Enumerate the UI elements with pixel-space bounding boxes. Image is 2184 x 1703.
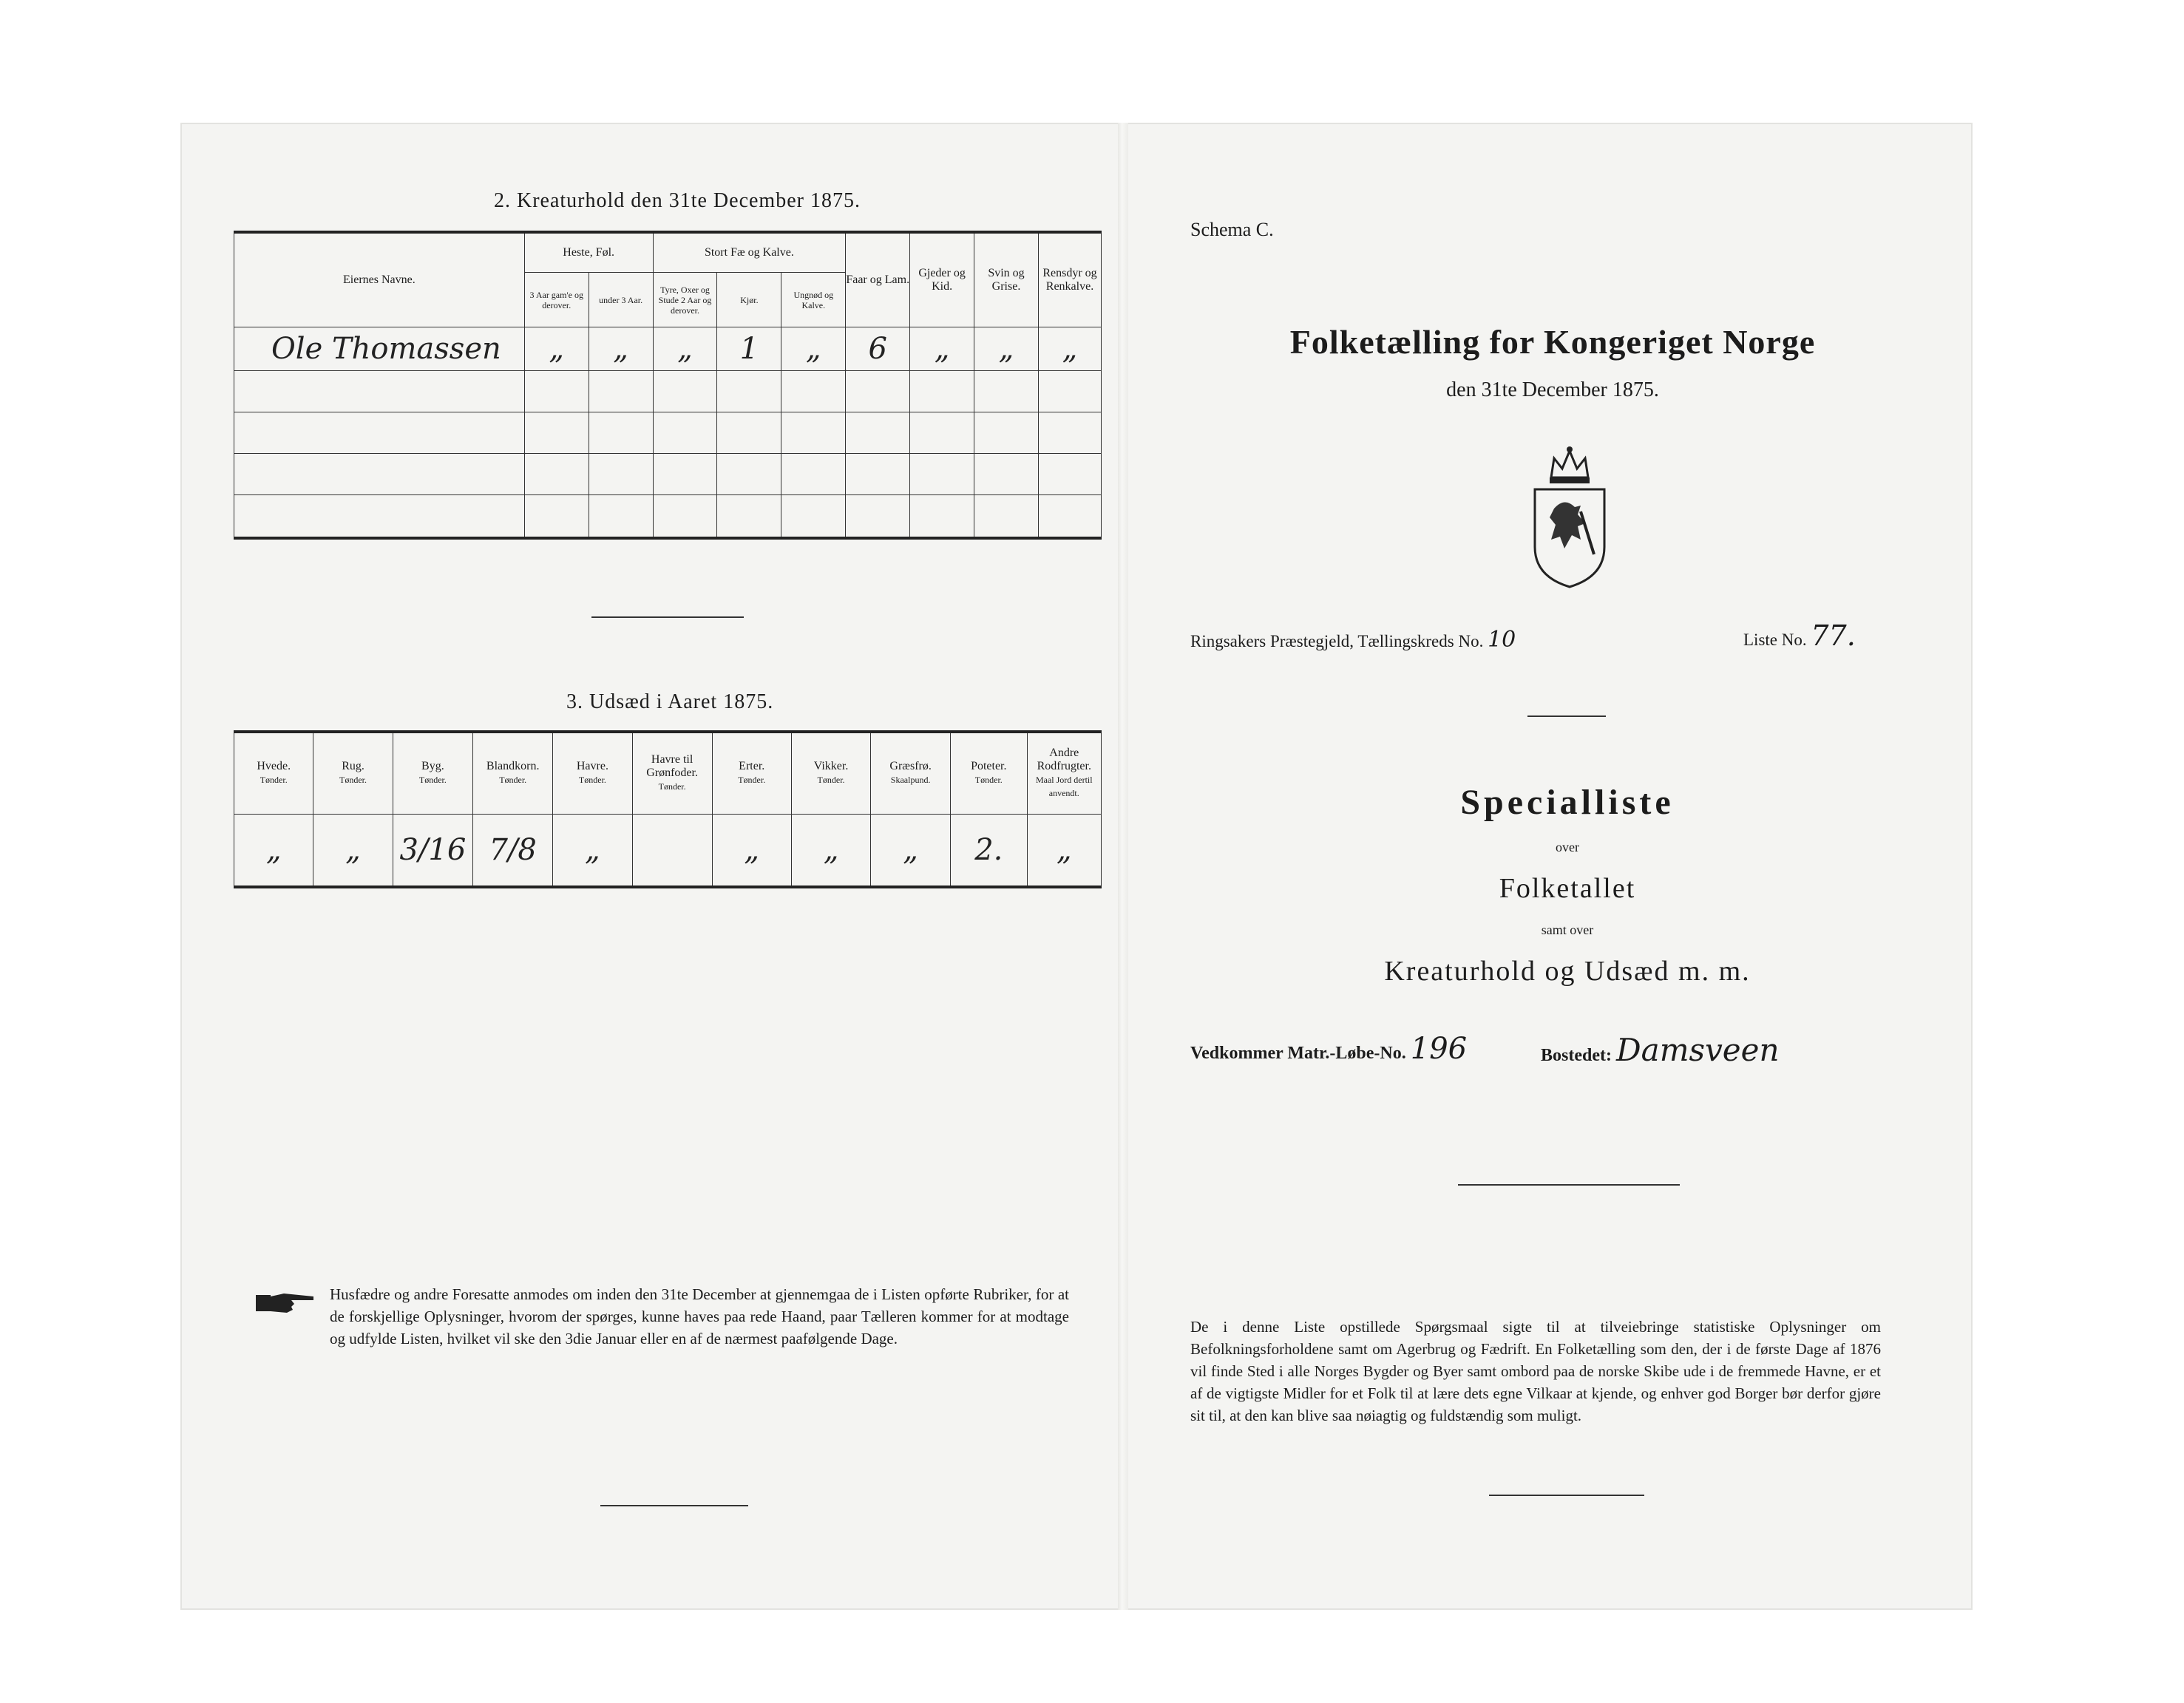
list-number-line bbox=[1743, 619, 1856, 652]
kreaturhold-udsaed-text: Kreaturhold og Udsæd m. m. bbox=[1384, 956, 1751, 987]
col-vikker: Vikker. Tønder. bbox=[791, 732, 870, 814]
col-heste-under3: under 3 Aar. bbox=[589, 272, 653, 327]
samt-over-text: samt over bbox=[1541, 922, 1594, 937]
col-havre: Havre. Tønder. bbox=[553, 732, 632, 814]
col-group-heste: Heste, Føl. bbox=[524, 232, 653, 272]
col-heste-3aar: 3 Aar gam'e og derover. bbox=[524, 272, 589, 327]
specialliste-title: Specialliste bbox=[1460, 783, 1675, 822]
col-faar: Faar og Lam. bbox=[846, 232, 910, 327]
col-hvede: Hvede. Tønder. bbox=[234, 732, 313, 814]
cell-value: „ bbox=[524, 327, 589, 370]
col-graesfro: Græsfrø. Skaalpund. bbox=[871, 732, 951, 814]
cell-value: 7/8 bbox=[473, 814, 553, 887]
col-rug: Rug. Tønder. bbox=[313, 732, 393, 814]
udsaed-table bbox=[234, 730, 1102, 888]
col-ungnod: Ungnød og Kalve. bbox=[781, 272, 846, 327]
explanatory-note: De i denne Liste opstillede Spørgsmaal sigte til at tilveiebringe statistiske Oplysninger om Befolkningsforholdene samt om Agerbrug og Fædrift. En Folketælling som den, der i de første Dage af 1876 vil finde Sted i alle Norges Bygder og Byer samt ombord paa de norske Skibe ude i de fremmede Havne, er et af de vigtigste Midler for et Folk til at lære dets egne Vilkaar at kjende, og enhver god Borger bør derfor gjøre sit til, at den kan blive saa nøiagtig og fuldstændig som muligt. bbox=[1190, 1318, 1881, 1424]
col-poteter: Poteter. Tønder. bbox=[950, 732, 1027, 814]
table-row bbox=[234, 327, 1102, 370]
cell-value: „ bbox=[781, 327, 846, 370]
norway-coat-of-arms-icon bbox=[1529, 443, 1610, 588]
col-svin: Svin og Grise. bbox=[974, 232, 1039, 327]
page-title: Folketælling for Kongeriget Norge bbox=[1289, 323, 1816, 361]
bosted-label: Bostedet: bbox=[1541, 1046, 1612, 1065]
col-group-stort-fae: Stort Fæ og Kalve. bbox=[653, 232, 846, 272]
cell-value: 6 bbox=[846, 327, 910, 370]
cell-value: „ bbox=[1027, 814, 1101, 887]
matrikkel-number: 196 bbox=[1410, 1032, 1468, 1066]
list-label: Liste No. bbox=[1743, 630, 1807, 649]
cell-value: „ bbox=[313, 814, 393, 887]
owner-name: Ole Thomassen bbox=[234, 327, 525, 370]
divider-rule bbox=[1458, 1184, 1680, 1186]
col-gjeder: Gjeder og Kid. bbox=[910, 232, 974, 327]
col-tyre: Tyre, Oxer og Stude 2 Aar og derover. bbox=[653, 272, 717, 327]
cell-value: „ bbox=[1038, 327, 1101, 370]
cell-value bbox=[632, 814, 712, 887]
col-byg: Byg. Tønder. bbox=[393, 732, 473, 814]
udsaed-title: 3. Udsæd i Aaret 1875. bbox=[566, 690, 774, 713]
cell-value: „ bbox=[791, 814, 870, 887]
col-rensdyr: Rensdyr og Renkalve. bbox=[1038, 232, 1101, 327]
pointing-hand-icon bbox=[254, 1288, 316, 1317]
parish-line bbox=[1190, 627, 1516, 653]
table-row-empty bbox=[234, 370, 1102, 412]
folketallet-text: Folketallet bbox=[1499, 873, 1636, 904]
bosted-name: Damsveen bbox=[1615, 1032, 1780, 1068]
census-date: den 31te December 1875. bbox=[1446, 378, 1659, 401]
col-erter: Erter. Tønder. bbox=[712, 732, 791, 814]
kreaturhold-table bbox=[234, 231, 1102, 540]
notice-text: Husfædre og andre Foresatte anmodes om inden den 31te December at gjennemgaa de i Listen opførte Rubriker, for at de forskjellige Oplysninger, hvorom der spørges, kunne haves paa rede Haand, paar Tælleren kommer for at modtage og udfylde Listen, hvilket vil ske den 3die Januar eller en af de nærmest paafølgende Dage. bbox=[330, 1285, 1069, 1347]
bosted-line bbox=[1541, 1032, 1780, 1068]
list-number: 77. bbox=[1811, 619, 1856, 652]
table-row-empty bbox=[234, 412, 1102, 453]
matrikkel-label: Vedkommer Matr.-Løbe-No. bbox=[1190, 1044, 1406, 1063]
divider-rule bbox=[1527, 715, 1606, 717]
cell-value: 3/16 bbox=[393, 814, 473, 887]
cell-value: „ bbox=[234, 814, 313, 887]
table-row-empty bbox=[234, 495, 1102, 538]
table-row-empty bbox=[234, 454, 1102, 495]
col-andre-rodfrugter: Andre Rodfrugter. Maal Jord dertil anvendt. bbox=[1027, 732, 1101, 814]
kreaturhold-title: 2. Kreaturhold den 31te December 1875. bbox=[494, 189, 861, 212]
table-row bbox=[234, 814, 1102, 887]
divider-rule bbox=[1489, 1495, 1644, 1496]
col-kjor: Kjør. bbox=[717, 272, 781, 327]
col-havre-gronfoder: Havre til Grønfoder. Tønder. bbox=[632, 732, 712, 814]
cell-value: 1 bbox=[717, 327, 781, 370]
cell-value: „ bbox=[653, 327, 717, 370]
cell-value: „ bbox=[712, 814, 791, 887]
divider-rule bbox=[591, 616, 744, 618]
district-number: 10 bbox=[1488, 627, 1516, 653]
owner-header: Eiernes Navne. bbox=[234, 232, 525, 327]
schema-label: Schema C. bbox=[1190, 219, 1274, 240]
cell-value: „ bbox=[589, 327, 653, 370]
cell-value: „ bbox=[871, 814, 951, 887]
district-label: Tællingskreds No. bbox=[1357, 632, 1484, 650]
cell-value: „ bbox=[553, 814, 632, 887]
over-text: over bbox=[1556, 840, 1579, 854]
cell-value: „ bbox=[910, 327, 974, 370]
col-blandkorn: Blandkorn. Tønder. bbox=[473, 732, 553, 814]
cell-value: 2. bbox=[950, 814, 1027, 887]
divider-rule bbox=[600, 1505, 748, 1506]
page-fold bbox=[1118, 123, 1128, 1610]
matrikkel-line bbox=[1190, 1032, 1467, 1066]
parish-name: Ringsakers Præstegjeld, bbox=[1190, 632, 1354, 650]
cell-value: „ bbox=[974, 327, 1039, 370]
